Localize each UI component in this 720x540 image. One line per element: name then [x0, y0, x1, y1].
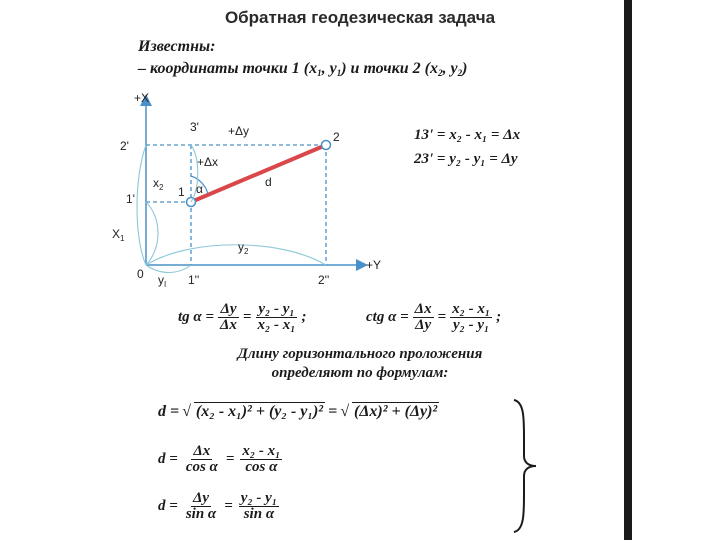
y2-curve	[146, 245, 326, 265]
point-3prime-label: 3'	[190, 120, 199, 134]
sqrt-sign-2: √	[340, 402, 350, 420]
ctg-formula: ctg α = $\frac{\Delta x}{\Delta y}$ = $\frac{\text{x₂ - x₁}}{\text{y₂ - y₁}}$ ;	[366, 301, 502, 333]
point-1-label: 1	[178, 185, 185, 199]
origin-label: 0	[137, 267, 144, 281]
formula-d-sin: d = $\frac{\Delta y}{\text{sin α}}$ = $\frac{\text{y₂ - y₁}}{\text{sin α}}$	[158, 490, 278, 522]
coordinate-diagram	[100, 88, 420, 293]
right-brace-icon	[510, 398, 540, 534]
tg-formula: tg α = $\frac{\Delta y}{\Delta x}$ = $\frac{\text{y₂ - y₁}}{\text{x₂ - x₁}}$ ;	[178, 301, 307, 333]
d-label: d	[265, 175, 272, 189]
formula-d-cos: d = $\frac{\Delta x}{\text{cos α}}$ = $\frac{\text{x₂ - x₁}}{\text{cos α}}$	[158, 443, 281, 475]
point-2	[322, 141, 331, 150]
point-1dprime-label: 1''	[188, 273, 200, 287]
delta-y-label: +Δy	[228, 124, 250, 138]
known-heading: Известны:	[138, 38, 216, 55]
page-title: Обратная геодезическая задача	[224, 8, 496, 27]
x2-label: $x_2$	[153, 176, 164, 192]
x2-curve	[137, 145, 146, 265]
known-line: – координаты точки 1 ($x_1$, $y_1$) и точки 2 ($x_2$, $y_2$)	[138, 60, 468, 78]
y2-label: $y_2$	[238, 240, 249, 256]
y1-label: $y_I$	[158, 273, 167, 289]
page-edge	[624, 0, 632, 540]
point-1prime-label: 1'	[126, 192, 135, 206]
horizontal-heading-2: определяют по формулам:	[271, 365, 449, 381]
y1-curve	[146, 265, 191, 273]
alpha-label: α	[196, 182, 203, 196]
point-2prime-label: 2'	[120, 139, 129, 153]
sqrt-sign-1: √	[182, 402, 191, 420]
x1-label: $X_1$	[112, 227, 125, 243]
delta-x-label: +Δx	[197, 155, 219, 169]
segment-d	[191, 145, 326, 202]
point-2-label: 2	[333, 130, 340, 144]
x1-curve	[146, 202, 158, 265]
relation-13: 13' = x₂ - x₁ = Δx	[414, 127, 521, 143]
relation-23: 23' = y₂ - y₁ = Δy	[414, 151, 518, 167]
formula-d-sqrt: d = √ (x₂ - x₁)² + (y₂ - y₁)² = √ (Δx)² + (Δy)²	[158, 402, 438, 420]
point-2dprime-label: 2''	[318, 273, 330, 287]
horizontal-heading-1: Длину горизонтального проложения	[237, 346, 483, 362]
axis-y-label: +Y	[366, 258, 382, 272]
axis-x-label: +X	[134, 91, 150, 105]
